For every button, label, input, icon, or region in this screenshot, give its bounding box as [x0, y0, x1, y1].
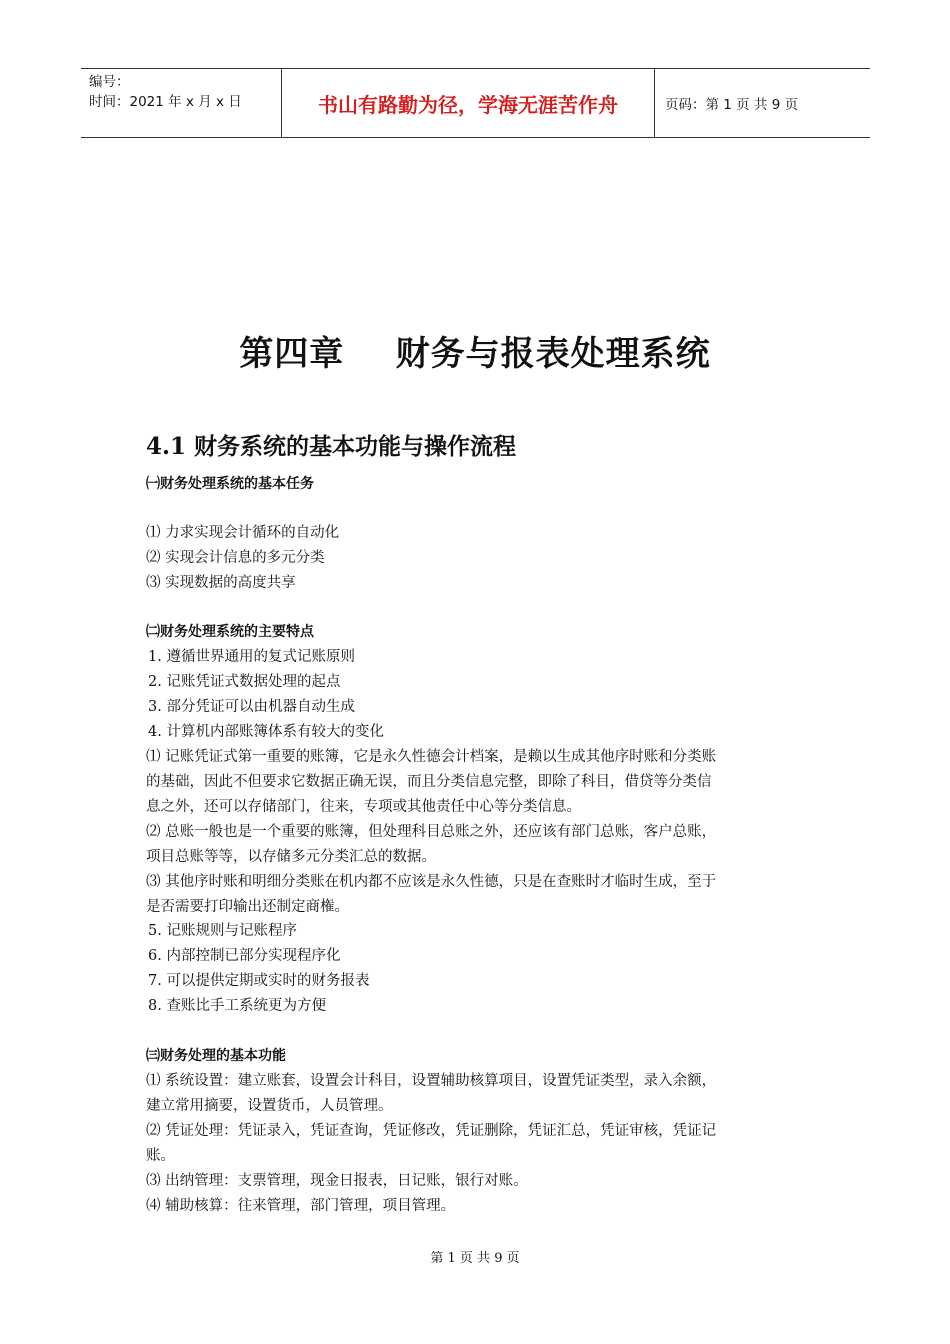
paragraph-line: 建立常用摘要，设置货币，人员管理。 — [146, 1098, 393, 1114]
header-table — [81, 68, 870, 138]
subheading: ㈠财务处理系统的基本任务 — [146, 476, 314, 492]
subheading: ㈢财务处理的基本功能 — [146, 1048, 286, 1064]
paragraph-line: 账。 — [146, 1148, 175, 1164]
paragraph-line: ⑴ 系统设置：建立账套，设置会计科目，设置辅助核算项目，设置凭证类型，录入余额， — [146, 1073, 717, 1089]
list-item: 7. 可以提供定期或实时的财务报表 — [148, 973, 370, 989]
list-item: 1. 遵循世界通用的复式记账原则 — [148, 649, 355, 665]
section-title: 4.1 财务系统的基本功能与操作流程 — [146, 433, 517, 460]
paragraph-line: 的基础，因此不但要求它数据正确无误，而且分类信息完整，即除了科目，借贷等分类信 — [146, 774, 712, 790]
list-item: ⑵ 实现会计信息的多元分类 — [146, 550, 325, 566]
chapter-title: 第四章 财务与报表处理系统 — [239, 334, 711, 374]
page-footer: 第 1 页 共 9 页 — [430, 1251, 520, 1266]
list-item: ⑶ 实现数据的高度共享 — [146, 575, 296, 591]
list-item: 3. 部分凭证可以由机器自动生成 — [148, 699, 355, 715]
header-meta — [81, 69, 281, 137]
list-item: 8. 查账比手工系统更为方便 — [148, 998, 326, 1014]
page-label: 页码：第 1 页 共 9 页 — [665, 97, 799, 113]
list-item: 2. 记账凭证式数据处理的起点 — [148, 674, 341, 690]
paragraph-line: ⑶ 出纳管理：支票管理，现金日报表，日记账，银行对账。 — [146, 1173, 528, 1189]
list-item: 4. 计算机内部账簿体系有较大的变化 — [148, 724, 384, 740]
list-item: 6. 内部控制已部分实现程序化 — [148, 948, 341, 964]
paragraph-line: 项目总账等等，以存储多元分类汇总的数据。 — [146, 849, 436, 865]
number-label: 编号： — [89, 74, 130, 90]
date-label: 时间：2021 年 x 月 x 日 — [89, 94, 242, 110]
paragraph-line: ⑵ 总账一般也是一个重要的账簿，但处理科目总账之外，还应该有部门总账，客户总账， — [146, 824, 717, 840]
subheading: ㈡财务处理系统的主要特点 — [146, 624, 314, 640]
list-item: 5. 记账规则与记账程序 — [148, 923, 297, 939]
paragraph-line: ⑶ 其他序时账和明细分类账在机内都不应该是永久性德，只是在查账时才临时生成，至于 — [146, 874, 717, 890]
list-item: ⑴ 力求实现会计循环的自动化 — [146, 525, 340, 541]
paragraph-line: 是否需要打印输出还制定商権。 — [146, 899, 349, 915]
paragraph-line: ⑷ 辅助核算：往来管理，部门管理，项目管理。 — [146, 1198, 456, 1214]
paragraph-line: ⑴ 记账凭证式第一重要的账簿，它是永久性德会计档案，是赖以生成其他序时账和分类账 — [146, 749, 717, 765]
paragraph-line: ⑵ 凭证处理：凭证录入，凭证查询，凭证修改，凭证删除，凭证汇总，凭证审核，凭证记 — [146, 1123, 717, 1139]
motto: 书山有路勤为径，学海无涯苦作舟 — [281, 69, 655, 137]
paragraph-line: 息之外，还可以存储部门，往来，专项或其他责任中心等分类信息。 — [146, 799, 581, 815]
